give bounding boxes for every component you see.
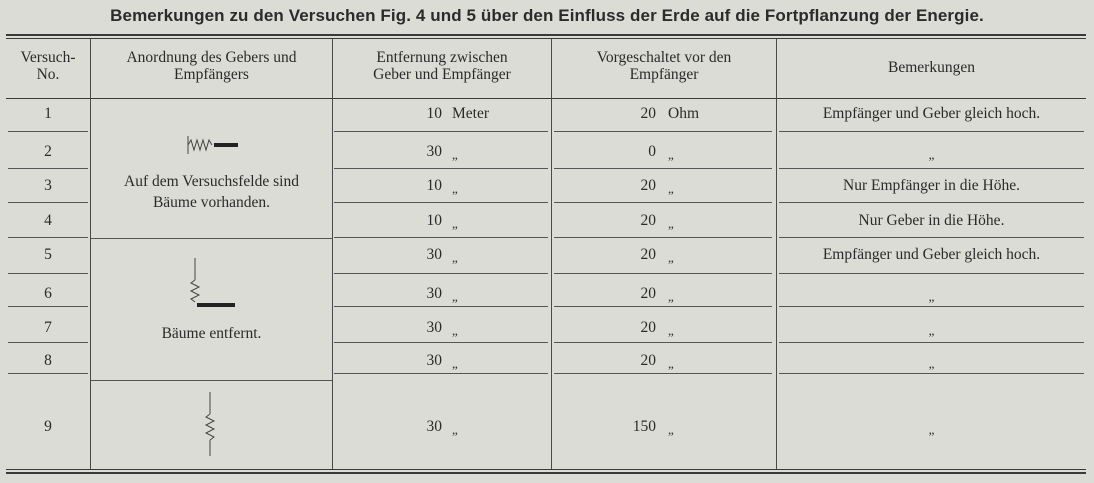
distance-value: 30	[426, 246, 442, 263]
remark: „	[928, 422, 935, 437]
row-separator	[334, 273, 548, 274]
header-versuch-line1: Versuch-	[20, 49, 76, 66]
row-number: 3	[44, 177, 52, 194]
resistance-unit: „	[668, 147, 674, 162]
row-separator	[554, 273, 772, 274]
row-separator	[8, 202, 88, 203]
table-title: Bemerkungen zu den Versuchen Fig. 4 und 5 über den Einfluss der Erde auf die Fortpflanzung der Energie.	[110, 6, 984, 25]
col-separator	[551, 39, 552, 469]
top-rule	[6, 34, 1086, 36]
resistance-unit: „	[668, 216, 674, 231]
resistance-value: 20	[640, 285, 656, 302]
resistance-value: 20	[640, 177, 656, 194]
remark: „	[928, 356, 935, 371]
row-number: 8	[44, 352, 52, 369]
resistance-value: 20	[640, 105, 656, 122]
vertical-antenna-icon	[200, 392, 224, 458]
row-separator	[8, 306, 88, 307]
distance-unit: „	[452, 323, 458, 338]
row-separator	[334, 131, 548, 132]
col-separator	[90, 39, 91, 469]
group-separator	[91, 238, 332, 239]
row-separator	[779, 342, 1084, 343]
resistance-unit: „	[668, 356, 674, 371]
row-separator	[554, 373, 772, 374]
header-anordnung-line1: Anordnung des Gebers und	[126, 49, 297, 66]
row-separator	[779, 168, 1084, 169]
row-separator	[554, 237, 772, 238]
row-number: 6	[44, 285, 52, 302]
resistance-value: 20	[640, 212, 656, 229]
header-entfernung-line1: Entfernung zwischen	[376, 49, 508, 66]
bottom-rule-thick	[6, 472, 1086, 474]
row-separator	[8, 168, 88, 169]
row-separator	[8, 342, 88, 343]
row-separator	[8, 237, 88, 238]
distance-value: 10	[426, 177, 442, 194]
bent-antenna-icon	[185, 256, 245, 312]
header-bemerkungen: Bemerkungen	[888, 59, 975, 76]
row-separator	[334, 168, 548, 169]
group-1-line1: Auf dem Versuchsfelde sind	[124, 173, 299, 190]
distance-unit: „	[452, 181, 458, 196]
distance-unit: „	[452, 250, 458, 265]
row-number: 4	[44, 212, 52, 229]
distance-value: 30	[426, 319, 442, 336]
resistance-value: 20	[640, 319, 656, 336]
resistance-value: 20	[640, 352, 656, 369]
distance-unit: Meter	[452, 105, 490, 122]
remark: Nur Geber in die Höhe.	[858, 212, 1005, 229]
resistance-unit: „	[668, 422, 674, 437]
row-separator	[554, 342, 772, 343]
row-separator	[554, 202, 772, 203]
row-separator	[334, 306, 548, 307]
group-2-text	[91, 325, 332, 343]
row-separator	[334, 202, 548, 203]
row-separator	[779, 237, 1084, 238]
distance-value: 10	[426, 105, 442, 122]
row-separator	[334, 373, 548, 374]
row-separator	[334, 237, 548, 238]
row-separator	[8, 373, 88, 374]
row-separator	[779, 373, 1084, 374]
top-rule-thin	[6, 38, 1086, 39]
row-separator	[554, 306, 772, 307]
resistance-value: 20	[640, 246, 656, 263]
row-separator	[779, 131, 1084, 132]
header-entfernung	[333, 49, 551, 83]
row-separator	[779, 202, 1084, 203]
header-versuch-line2: No.	[36, 66, 60, 83]
horizontal-antenna-icon	[178, 134, 248, 158]
row-separator	[8, 131, 88, 132]
row-number: 1	[44, 105, 52, 122]
row-number: 7	[44, 319, 52, 336]
distance-unit: „	[452, 147, 458, 162]
resistance-unit: „	[668, 181, 674, 196]
distance-unit: „	[452, 289, 458, 304]
remark: Nur Empfänger in die Höhe.	[843, 177, 1020, 194]
header-versuch	[6, 49, 90, 83]
row-separator	[8, 273, 88, 274]
group-2-line1: Bäume entfernt.	[161, 325, 262, 342]
distance-value: 30	[426, 352, 442, 369]
distance-value: 30	[426, 285, 442, 302]
row-number: 9	[44, 418, 52, 435]
row-separator	[779, 306, 1084, 307]
col-separator	[332, 39, 333, 469]
distance-unit: „	[452, 356, 458, 371]
distance-unit: „	[452, 422, 458, 437]
header-vorgeschaltet	[552, 49, 776, 83]
resistance-unit: „	[668, 250, 674, 265]
resistance-value: 150	[632, 418, 656, 435]
row-separator	[779, 273, 1084, 274]
group-1-line2: Bäume vorhanden.	[152, 194, 271, 211]
row-number: 2	[44, 143, 52, 160]
header-vorgeschaltet-line2: Empfänger	[629, 66, 699, 83]
resistance-unit: „	[668, 289, 674, 304]
remark: Empfänger und Geber gleich hoch.	[822, 246, 1041, 263]
remark: Empfänger und Geber gleich hoch.	[822, 105, 1041, 122]
distance-value: 30	[426, 418, 442, 435]
header-vorgeschaltet-line1: Vorgeschaltet vor den	[596, 49, 732, 66]
remark: „	[928, 289, 935, 304]
header-anordnung-line2: Empfängers	[174, 66, 249, 83]
distance-unit: „	[452, 216, 458, 231]
resistance-unit: „	[668, 323, 674, 338]
distance-value: 30	[426, 143, 442, 160]
resistance-unit: Ohm	[668, 105, 699, 122]
resistance-value: 0	[648, 143, 656, 160]
row-separator	[554, 168, 772, 169]
row-number: 5	[44, 246, 52, 263]
header-anordnung	[91, 49, 332, 83]
header-rule	[6, 98, 1086, 99]
row-separator	[554, 131, 772, 132]
bottom-rule	[6, 469, 1086, 470]
distance-value: 10	[426, 212, 442, 229]
remark: „	[928, 147, 935, 162]
group-separator	[91, 380, 332, 381]
row-separator	[334, 342, 548, 343]
group-1-text	[91, 173, 332, 212]
header-entfernung-line2: Geber und Empfänger	[373, 66, 511, 83]
remark: „	[928, 323, 935, 338]
